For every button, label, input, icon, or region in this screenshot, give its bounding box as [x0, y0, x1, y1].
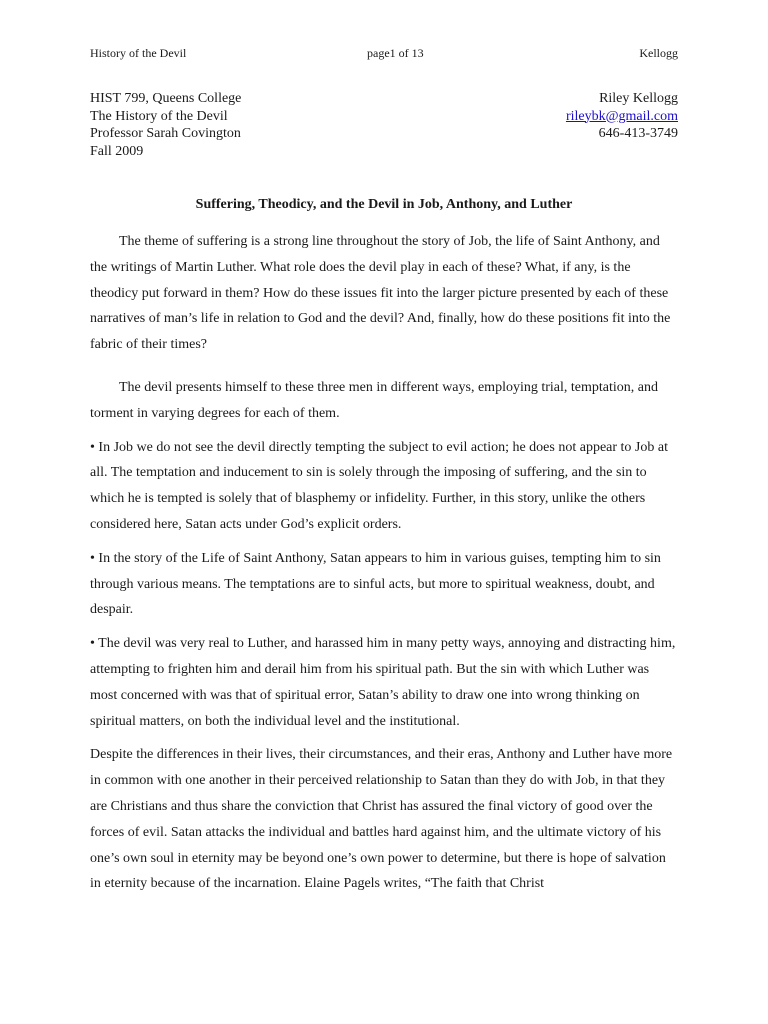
bullet-job: • In Job we do not see the devil directly tempting the subject to evil action; he does not appear to Job at all. The temptation and inducement to sin is solely through the imposing of suffering, and the sin to which he is tempted is solely that of blasphemy or infidelity. Further, in this story, unlike the others considered here, Satan acts under God’s explicit orders. [90, 439, 668, 532]
page-number: page1 of 13 [367, 46, 424, 60]
document-title: Suffering, Theodicy, and the Devil in Job, Anthony, and Luther [195, 197, 573, 212]
course-title-line: The History of the Devil [90, 108, 228, 124]
course-info [90, 90, 241, 160]
author-name: Riley Kellogg [599, 91, 678, 106]
header-author-surname: Kellogg [639, 46, 678, 60]
professor-line: Professor Sarah Covington [90, 126, 241, 141]
author-info [566, 90, 678, 143]
course-line: HIST 799, Queens College [90, 91, 242, 106]
header-left-text: History of the Devil [90, 46, 187, 60]
despite-paragraph: Despite the differences in their lives, their circumstances, and their eras, Anthony and Luther have more in common with one another in their perceived relationship to Satan than they do with Job, in that they are Christians and thus share the conviction that Christ has assured the final victory of good over the forces of evil. Satan attacks the individual and battles hard against him, and the ultimate victory of his one’s own soul in eternity may be beyond one’s own power to determine, but there is hope of salvation in eternity because of the incarnation. Elaine Pagels writes, “The faith that Christ [90, 747, 673, 892]
author-phone: 646-413-3749 [598, 126, 678, 141]
document-body [90, 229, 678, 897]
intro-paragraph: The theme of suffering is a strong line throughout the story of Job, the life of Saint Anthony, and the writings of Martin Luther. What role does the devil play in each of these? What, if any, is the theodicy put forward in them? How do these issues fit into the larger picture presented by each of these narratives of man’s life in relation to God and the devil? And, finally, how do these positions fit into the fabric of their times? [90, 234, 671, 353]
bullet-anthony: • In the story of the Life of Saint Anthony, Satan appears to him in various guises, tempting him to sin through various means. The temptations are to sinful acts, but more to spiritual weakness, doubt, and despair. [90, 550, 661, 618]
author-email-link[interactable]: rileybk@gmail.com [565, 108, 678, 124]
term-line: Fall 2009 [90, 143, 144, 159]
devil-presents-paragraph: The devil presents himself to these three men in different ways, employing trial, temptation, and torment in varying degrees for each of them. [90, 379, 658, 421]
bullet-luther: • The devil was very real to Luther, and harassed him in many petty ways, annoying and distracting him, attempting to frighten him and derail him from his spiritual path. But the sin with which Luther was most concerned with was that of spiritual error, Satan’s ability to draw one into wrong thinking on spiritual matters, on both the individual level and the institutional. [90, 636, 676, 729]
